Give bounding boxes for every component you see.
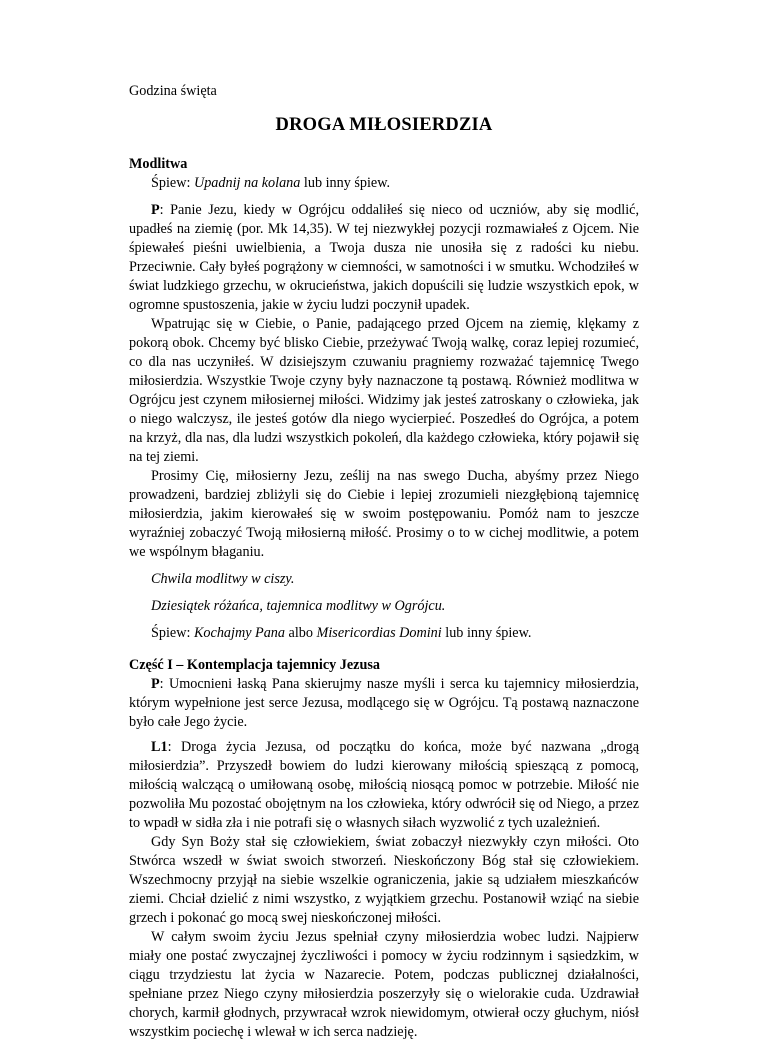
paragraph-3: Prosimy Cię, miłosierny Jezu, ześlij na nas swego Ducha, abyśmy przez Niego prowadzeni, bardziej zbliżyli się do Ciebie i lepiej zrozumieli niezgłębioną tajemnicę miłosierdzia, jakim kierowałeś się w swoim postępowaniu. Pomóż nam to jeszcze wyraźniej zobaczyć Twoją miłosierną miłość. Prosimy o to w cichej modlitwie, a potem we wspólnym błaganiu.: [129, 468, 639, 560]
page-content: [129, 82, 639, 1042]
document-title: DROGA MIŁOSIERDZIA: [275, 115, 493, 135]
paragraph-2: Wpatrując się w Ciebie, o Panie, padającego przed Ojcem na ziemię, klękamy z pokorą obok. Chcemy być blisko Ciebie, przeżywać Twoją walkę, coraz lepiej rozumieć, co dla nas uczyniłeś. W dzisiejszym czuwaniu pragniemy rozważać tajemnicę Twego miłosierdzia. Wszystkie Twoje czyny były naznaczone tą postawą. Również modlitwa w Ogrójcu jest czynem miłosiernej miłości. Widzimy jak jesteś zatroskany o człowieka, jak o niego walczysz, ile jesteś gotów dla niego wycierpieć. Poszedłeś do Ogrójca, a potem na krzyż, dla nas, dla ludzi wszystkich pokoleń, dla każdego człowieka, który pojawił się na tej ziemi.: [129, 316, 639, 465]
paragraph-priest-1: P: Panie Jezu, kiedy w Ogrójcu oddaliłeś się nieco od uczniów, aby się modlić, upadłeś na ziemię (por. Mk 14,35). W tej niezwykłej pozycji rozmawiałeś z Ojcem. Nie śpiewałeś pieśni uwielbienia, a Twoja dusza nie unosiła się z radości ku niebu. Przeciwnie. Cały byłeś pogrążony w ciemności, w samotności i w smutku. Wchodziłeś w świat ludzkiego grzechu, w okrucieństwa, jakich dopuścili się ludzie wszystkich epok, w ogromne spustoszenia, jakie w życiu ludzi poczynił upadek.: [129, 202, 639, 313]
speaker-label: P: [151, 202, 160, 218]
speaker-label: L1: [151, 739, 168, 755]
song-instruction-2: Śpiew: Kochajmy Pana albo Misericordias Domini lub inny śpiew.: [151, 625, 532, 641]
instruction-rosary: Dziesiątek różańca, tajemnica modlitwy w Ogrójcu.: [151, 598, 446, 614]
section-heading-prayer: Modlitwa: [129, 156, 188, 172]
paragraph-works-of-mercy: W całym swoim życiu Jezus spełniał czyny miłosierdzia wobec ludzi. Najpierw miały one postać zwyczajnej życzliwości i pomocy w życiu rodzinnym i sąsiedzkim, w ciągu trzydziestu lat życia w Nazarecie. Potem, podczas publicznej działalności, spełniane przez Niego czyny miłosierdzia poszerzyły się o wielorakie cuda. Uzdrawiał chorych, karmił głodnych, przywracał wzrok niewidomym, otwierał oczy głuchym, niósł wszystkim pociechę i wlewał w ich serca nadzieję.: [129, 929, 639, 1040]
instruction-silence: Chwila modlitwy w ciszy.: [151, 571, 295, 587]
paragraph-priest-2: P: Umocnieni łaską Pana skierujmy nasze myśli i serca ku tajemnicy miłosierdzia, którym wypełnione jest serce Jezusa, modlącego się w Ogrójcu. Tą postawą naznaczone było całe Jego życie.: [129, 676, 639, 730]
song-instruction-1: Śpiew: Upadnij na kolana lub inny śpiew.: [151, 175, 391, 191]
section-part-one: [129, 656, 639, 1042]
paragraph-reader-1: L1: Droga życia Jezusa, od początku do końca, może być nazwana „drogą miłosierdzia”. Przyszedł bowiem do ludzi kierowany miłością spieszącą z pomocą, miłością walczącą o umiłowaną osobę, miłością niosącą pomoc w potrzebie. Miłość nie pozwoliła Mu pozostać obojętnym na los człowieka, który odwrócił się od Niego, a przez to wpadł w sidła zła i nie potrafi się o własnych siłach wyzwolić z tych uzależnień.: [129, 739, 639, 831]
section-prayer: [129, 155, 639, 643]
speaker-label: P: [151, 676, 160, 692]
running-header: Godzina święta: [129, 83, 217, 99]
section-heading-part-one: Część I – Kontemplacja tajemnicy Jezusa: [129, 657, 380, 673]
paragraph-incarnation: Gdy Syn Boży stał się człowiekiem, świat zobaczył niezwykły czyn miłości. Oto Stwórca wszedł w świat swoich stworzeń. Nieskończony Bóg stał się człowiekiem. Wszechmocny przyjął na siebie wszelkie ograniczenia, jakie są udziałem mieszkańców ziemi. Chciał dzielić z nimi wszystko, z wyjątkiem grzechu. Postanowił wziąć na siebie grzech i pokonać go mocą swej nieskończonej miłości.: [129, 834, 639, 926]
